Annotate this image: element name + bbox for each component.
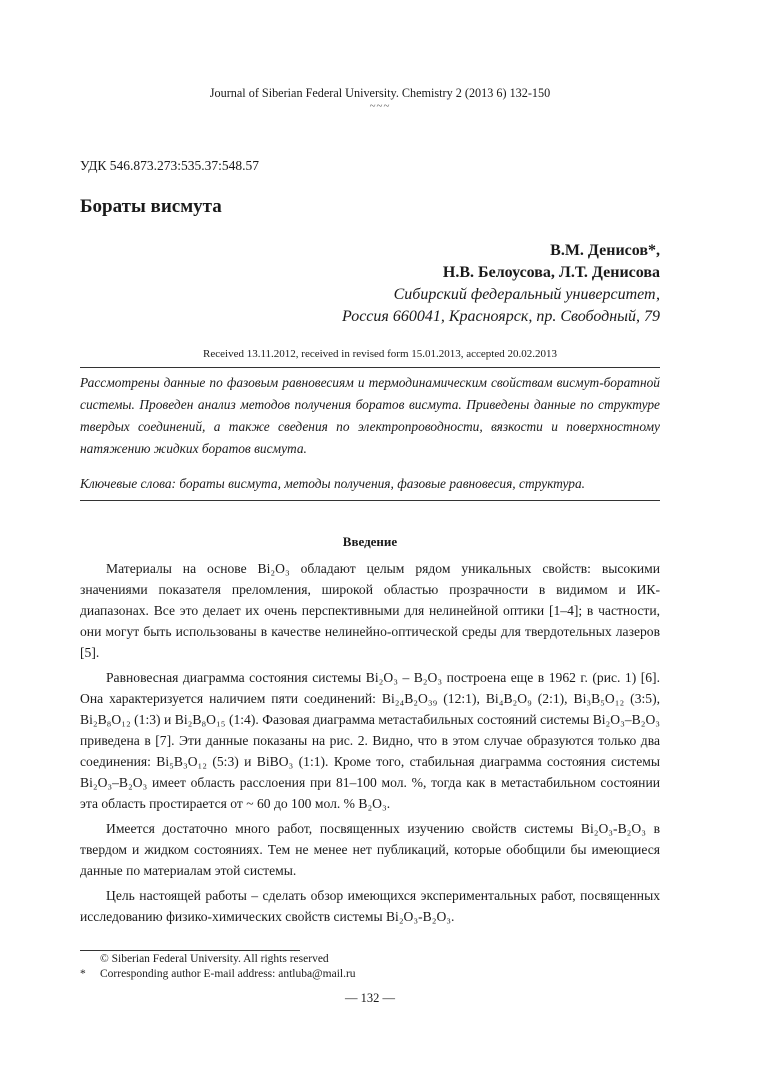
udk-code: УДК 546.873.273:535.37:548.57 bbox=[80, 158, 260, 173]
body-paragraph-3: Имеется достаточно много работ, посвященных изучению свойств системы Bi₂O₃-B₂O₃ в твердом и жидком состояниях. Тем не менее нет публикаций, которые обобщили бы имеющиеся данные по материалам этой системы. bbox=[80, 821, 660, 878]
abstract-bottom-rule bbox=[80, 500, 660, 501]
received-dates: Received 13.11.2012, received in revised form 15.01.2013, accepted 20.02.2013 bbox=[203, 348, 557, 360]
body-paragraph-2: Равновесная диаграмма состояния системы Bi₂O₃ – B₂O₃ построена еще в 1962 г. (рис. 1) [6]. Она характеризуется наличием пяти соединений: Bi₂₄B₂O₃₉ (12:1), Bi₄B₂O₉ (2:1), Bi₃B₅O₁₂ (3:5), Bi₂B₈O₁₂ (1:3) и Bi₂B₈O₁₅ (1:4). Фазовая диаграмма метастабильных состояний системы Bi₂O₃–B₂O₃ приведена в [7]. Эти данные показаны на рис. 2. Видно, что в этом случае образуются только два соединения: Bi₅B₃O₁₂ (5:3) и BiBO₃ (1:1). Кроме того, стабильная диаграмма состояния системы Bi₂O₃–B₂O₃ имеет область расслоения при 81–100 мол. %, тогда как в метастабильном состоянии эта область простирается от ~ 60 до 100 мол. % B₂O₃. bbox=[80, 670, 660, 811]
footnote-star: * bbox=[80, 968, 86, 980]
keywords-text: Ключевые слова: бораты висмута, методы получения, фазовые равновесия, структура. bbox=[80, 476, 586, 491]
author-line-1: В.М. Денисов*, bbox=[550, 242, 660, 259]
footnote-copyright bbox=[80, 952, 329, 967]
header-ornament: ~~~ bbox=[369, 100, 391, 112]
journal-header: Journal of Siberian Federal University. Chemistry 2 (2013 6) 132-150 bbox=[209, 86, 551, 100]
corresponding-text: Corresponding author E-mail address: antluba@mail.ru bbox=[100, 968, 356, 980]
author-line-2: Н.В. Белоусова, Л.Т. Денисова bbox=[442, 264, 660, 281]
article-title: Бораты висмута bbox=[80, 196, 222, 217]
body-paragraph-1: Материалы на основе Bi₂O₃ обладают целым рядом уникальных свойств: высокими значениями показателя преломления, широкой областью прозрачности в видимом и ИК-диапазонах. Все это делает их очень перспективными для нелинейной оптики [1–4]; в частности, они могут быть использованы в качестве нелинейно-оптической среды для твердотельных лазеров [5]. bbox=[80, 561, 660, 660]
body-paragraph-4: Цель настоящей работы – сделать обзор имеющихся экспериментальных работ, посвященных исследованию физико-химических свойств системы Bi₂O₃-B₂O₃. bbox=[80, 888, 660, 924]
section-heading: Введение bbox=[342, 534, 398, 549]
page-number: — 132 — bbox=[345, 991, 395, 1005]
abstract-text: Рассмотрены данные по фазовым равновесиям и термодинамическим свойствам висмут-боратной системы. Проведен анализ методов получения боратов висмута. Приведены данные по структуре твердых соединений, а также сведения по электропроводности, вязкости и поверхностному натяжению жидких боратов висмута. bbox=[80, 375, 660, 456]
affiliation-line-2: Россия 660041, Красноярск, пр. Свободный, 79 bbox=[342, 308, 660, 325]
abstract-top-rule bbox=[80, 367, 660, 368]
body-text bbox=[80, 558, 660, 931]
affiliation-line-1: Сибирский федеральный университет, bbox=[393, 286, 660, 303]
copyright-text: © Siberian Federal University. All rights reserved bbox=[100, 953, 329, 965]
author-block bbox=[342, 240, 660, 328]
footnote-corresponding bbox=[80, 967, 356, 982]
footnote-rule bbox=[80, 950, 300, 951]
